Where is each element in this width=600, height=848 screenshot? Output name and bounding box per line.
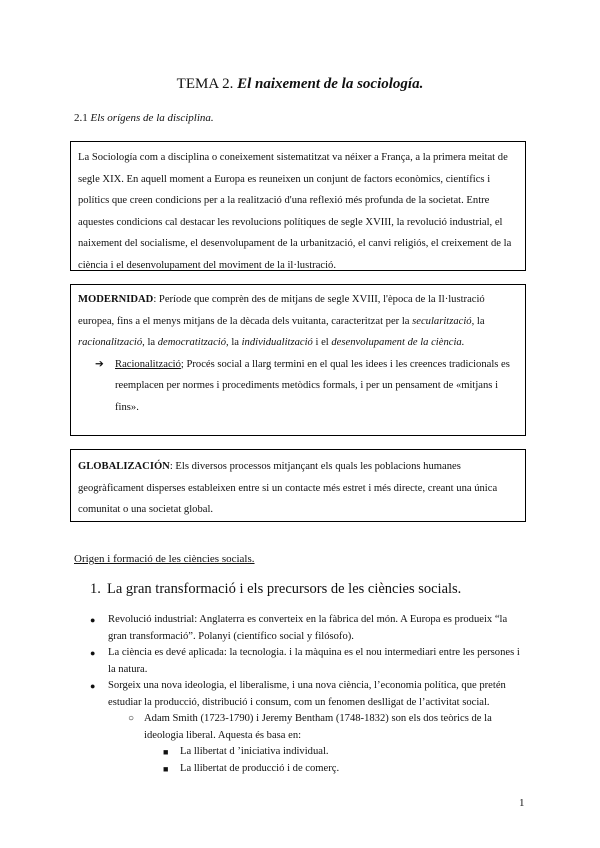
circle-bullet-icon: ○ bbox=[128, 713, 135, 724]
modernidad-definition: MODERNIDAD: Període que comprèn des de mitjans de segle XVIII, l'època de la Il·lustració europea, fins a el menys mitjans de la dècada dels vuitanta, caracteritzat per la secularització, la racionalització, la democratització, la individualització i el desenvolupament de la ciència. bbox=[78, 294, 485, 348]
bullet-icon: ● bbox=[90, 648, 96, 658]
page-number: 1 bbox=[519, 797, 525, 809]
list-item: ● La ciència es devé aplicada: la tecnologia. i la màquina es el nou intermediari entre les persones i la natura. bbox=[90, 647, 520, 675]
numbered-heading: 1. La gran transformació i els precursors de les ciències socials. bbox=[90, 581, 462, 597]
racionalitzacio-item: ➔ Racionalització; Procés social a llarg termini en el qual les idees i les creences tradicionals es reemplacen per normes i procediments metòdics formals, i per un pensament de «mitjans i fins». bbox=[78, 354, 518, 419]
arrow-icon: ➔ bbox=[95, 358, 104, 370]
racionalitzacio-term: Racionalització bbox=[115, 358, 181, 370]
sub-sub-list-item: ■ La llibertat d ’iniciativa individual. bbox=[74, 744, 524, 761]
bullet-icon: ● bbox=[90, 681, 96, 691]
bullet-list bbox=[74, 612, 524, 777]
intro-box bbox=[70, 141, 526, 271]
section-subheading: 2.1 Els orígens de la disciplina. bbox=[74, 112, 214, 124]
section-heading-underlined: Origen i formació de les ciències socials. bbox=[74, 553, 255, 565]
list-item: ● Sorgeix una nova ideologia, el liberalisme, i una nova ciència, l’economia política, que pretén estudiar la producció, distribució i consum, com un fenomen deslligat de l’activitat social. bbox=[90, 680, 506, 708]
sub-list-item: ○ Adam Smith (1723-1790) i Jeremy Bentham (1748-1832) son els dos teòrics de la ideologia liberal. Aquesta és basa en: bbox=[128, 713, 492, 741]
square-bullet-icon: ■ bbox=[163, 763, 169, 774]
globalizacion-term: GLOBALIZACIÓN bbox=[78, 461, 170, 472]
modernidad-box bbox=[70, 284, 526, 436]
bullet-icon: ● bbox=[90, 615, 96, 625]
square-bullet-icon: ■ bbox=[163, 747, 169, 757]
intro-text: La Sociología com a disciplina o coneixement sistematitzat va néixer a França, a la primera meitat de segle XIX. En aquell moment a Europa es reuneixen un conjunt de factors econòmics, científics i polítics que creen condicions per a la realització d'una reflexió més profunda de la societat. Entre aquestes condicions cal destacar les revolucions polítiques de segle XVIII, la revolució industrial, el naixement del socialisme, el desenvolupament de la urbanització, el canvi religiós, el creixement de la ciència i el desenvolupament del moviment de la il·lustració. bbox=[78, 152, 512, 271]
sub-sub-list-item: ■ La llibertat de producció i de comerç. bbox=[74, 761, 524, 778]
modernidad-term: MODERNIDAD bbox=[78, 294, 154, 305]
globalizacion-definition: GLOBALIZACIÓN: Els diversos processos mitjançant els quals les poblacions humanes geogràficament disperses estableixen entre si un contacte més estret i més directe, creant una única comunitat o una societat global. bbox=[78, 461, 498, 515]
list-item: ● Revolució industrial: Anglaterra es converteix en la fàbrica del món. A Europa es produeix “la gran transformació”. Polanyi (científico social y filósofo). bbox=[90, 614, 508, 642]
page-title: TEMA 2. El naixement de la sociología. bbox=[176, 76, 424, 92]
title-emphasis: El naixement de la sociología. bbox=[237, 76, 424, 92]
globalizacion-box bbox=[70, 449, 526, 522]
